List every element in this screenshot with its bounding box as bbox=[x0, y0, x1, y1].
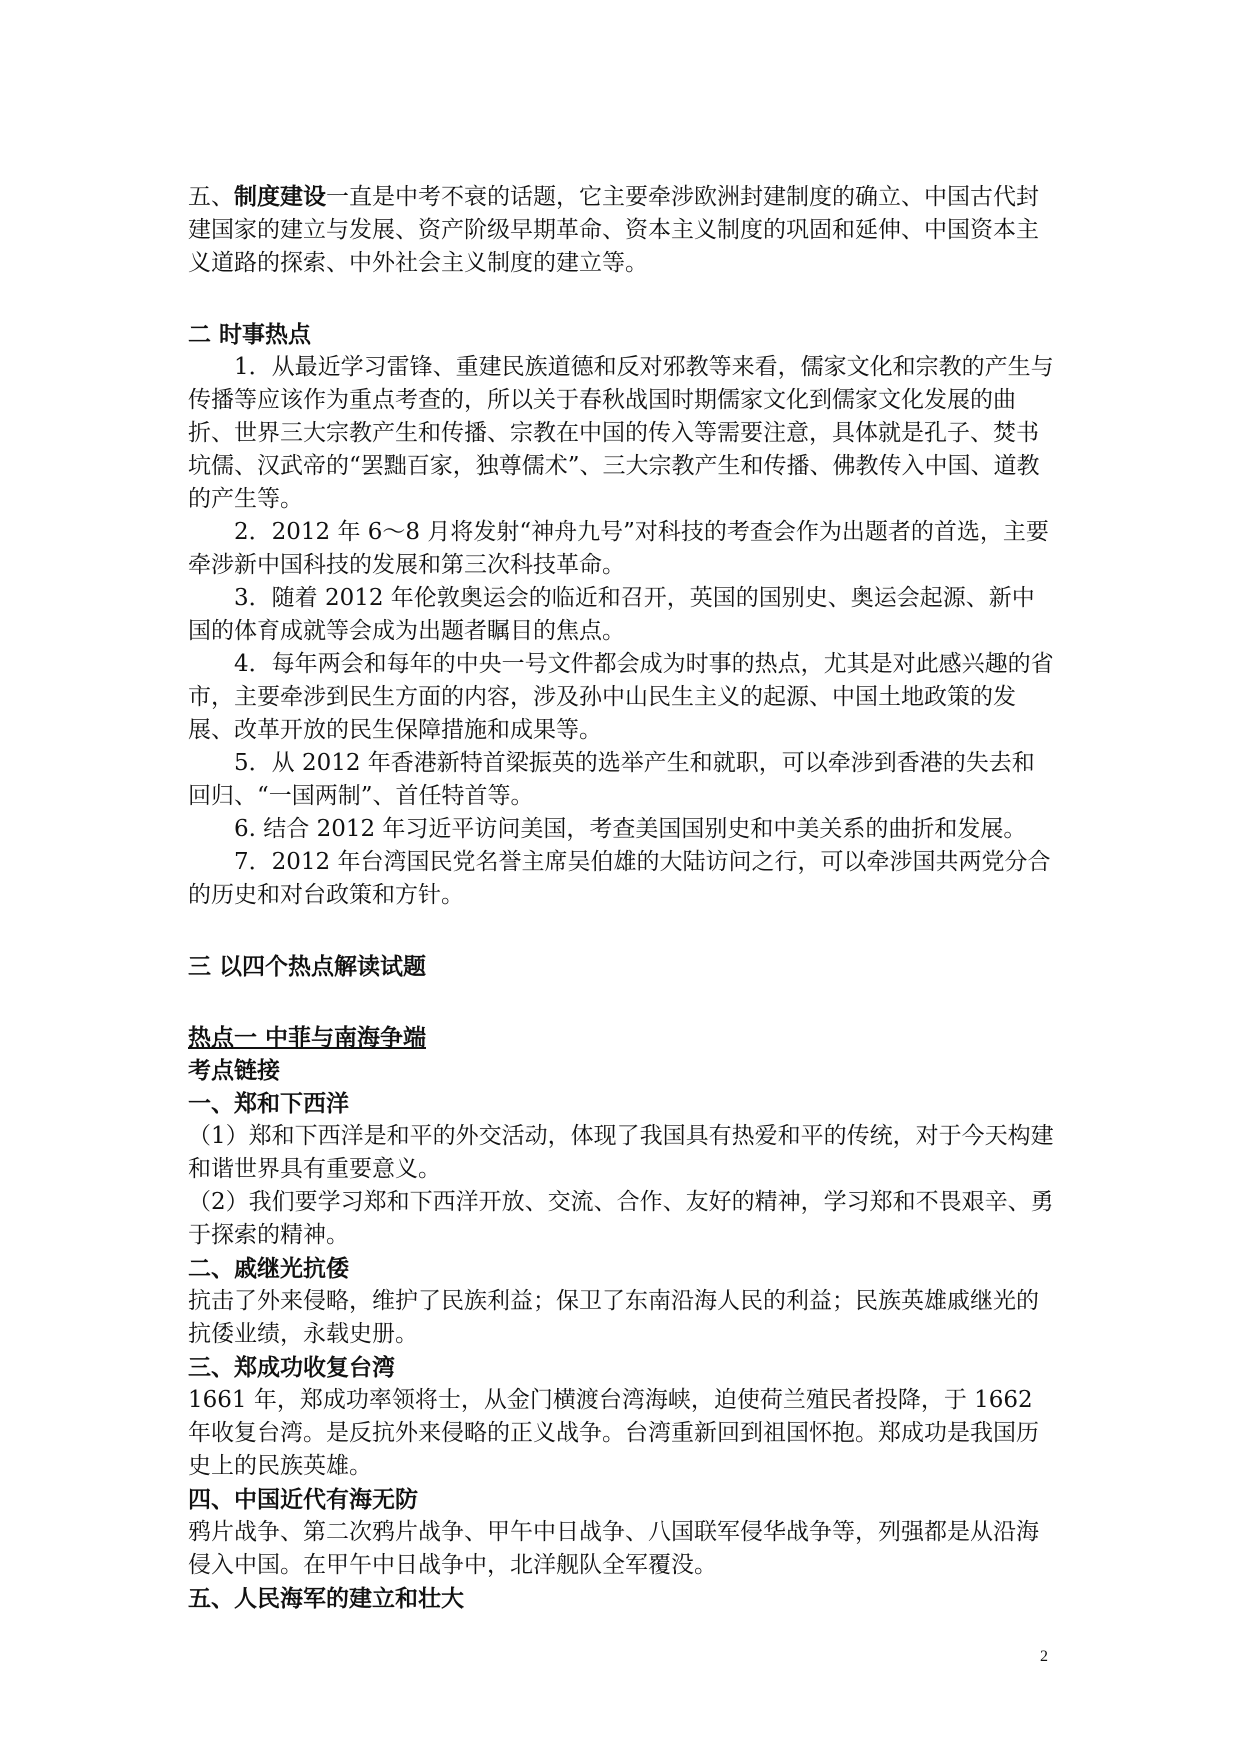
topic-5-heading: 五、人民海军的建立和壮大 bbox=[188, 1585, 464, 1612]
topic-2-heading: 二、戚继光抗倭 bbox=[188, 1255, 349, 1282]
topic-3-heading: 三、郑成功收复台湾 bbox=[188, 1354, 395, 1381]
page-number: 2 bbox=[1040, 1648, 1048, 1665]
hotspot-title: 热点一 中菲与南海争端 bbox=[188, 1024, 427, 1051]
section2-item-6: 6. 结合 2012 年习近平访问美国，考查美国国别史和中美关系的曲折和发展。 bbox=[234, 816, 1027, 842]
topic-4-heading: 四、中国近代有海无防 bbox=[188, 1486, 418, 1513]
section2-item-2: 2．2012 年 6～8 月将发射“神舟九号”对科技的考查会作为出题者的首选，主要牵涉新中国科技的发展和第三次科技革命。 bbox=[188, 519, 1049, 578]
section2-item-7: 7．2012 年台湾国民党名誉主席吴伯雄的大陆访问之行，可以牵涉国共两党分合的历史和对台政策和方针。 bbox=[188, 849, 1051, 908]
section2-item-3: 3．随着 2012 年伦敦奥运会的临近和召开，英国的国别史、奥运会起源、新中国的体育成就等会成为出题者瞩目的焦点。 bbox=[188, 585, 1035, 644]
section2-heading: 二 时事热点 bbox=[188, 321, 312, 348]
topic-1-para-1: （1）郑和下西洋是和平的外交活动，体现了我国具有热爱和平的传统，对于今天构建和谐世界具有重要意义。 bbox=[188, 1123, 1054, 1182]
intro-bold-term: 制度建设 bbox=[234, 183, 326, 210]
section2-item-4: 4．每年两会和每年的中央一号文件都会成为时事的热点，尤其是对此感兴趣的省市，主要牵涉到民生方面的内容，涉及孙中山民生主义的起源、中国土地政策的发展、改革开放的民生保障措施和成果等。 bbox=[188, 651, 1054, 743]
topic-4-para-1: 鸦片战争、第二次鸦片战争、甲午中日战争、八国联军侵华战争等，列强都是从沿海侵入中国。在甲午中日战争中，北洋舰队全军覆没。 bbox=[188, 1519, 1039, 1578]
topic-3-para-1: 1661 年，郑成功率领将士，从金门横渡台湾海峡，迫使荷兰殖民者投降，于 1662 年收复台湾。是反抗外来侵略的正义战争。台湾重新回到祖国怀抱。郑成功是我国历史上的民族英雄。 bbox=[188, 1387, 1039, 1479]
section2-item-1: 1．从最近学习雷锋、重建民族道德和反对邪教等来看，儒家文化和宗教的产生与传播等应该作为重点考查的，所以关于春秋战国时期儒家文化到儒家文化发展的曲折、世界三大宗教产生和传播、宗教在中国的传入等需要注意，具体就是孔子、焚书坑儒、汉武帝的“罢黜百家，独尊儒术”、三大宗教产生和传播、佛教传入中国、道教的产生等。 bbox=[188, 354, 1054, 512]
document-page bbox=[188, 180, 1056, 1615]
section3-heading: 三 以四个热点解读试题 bbox=[188, 953, 427, 980]
topic-2-para-1: 抗击了外来侵略，维护了民族利益；保卫了东南沿海人民的利益；民族英雄戚继光的抗倭业绩，永载史册。 bbox=[188, 1288, 1039, 1347]
intro-text: 一直是中考不衰的话题，它主要牵涉欧洲封建制度的确立、中国古代封建国家的建立与发展、资产阶级早期革命、资本主义制度的巩固和延伸、中国资本主义道路的探索、中外社会主义制度的建立等。 bbox=[188, 184, 1039, 276]
topic-1-para-2: （2）我们要学习郑和下西洋开放、交流、合作、友好的精神，学习郑和不畏艰辛、勇于探索的精神。 bbox=[188, 1189, 1054, 1248]
intro-paragraph bbox=[188, 180, 1056, 280]
intro-prefix: 五、 bbox=[188, 184, 234, 210]
link-heading: 考点链接 bbox=[188, 1057, 280, 1084]
section2-item-5: 5．从 2012 年香港新特首梁振英的选举产生和就职，可以牵涉到香港的失去和回归、“一国两制”、首任特首等。 bbox=[188, 750, 1035, 809]
topic-1-heading: 一、郑和下西洋 bbox=[188, 1090, 349, 1117]
